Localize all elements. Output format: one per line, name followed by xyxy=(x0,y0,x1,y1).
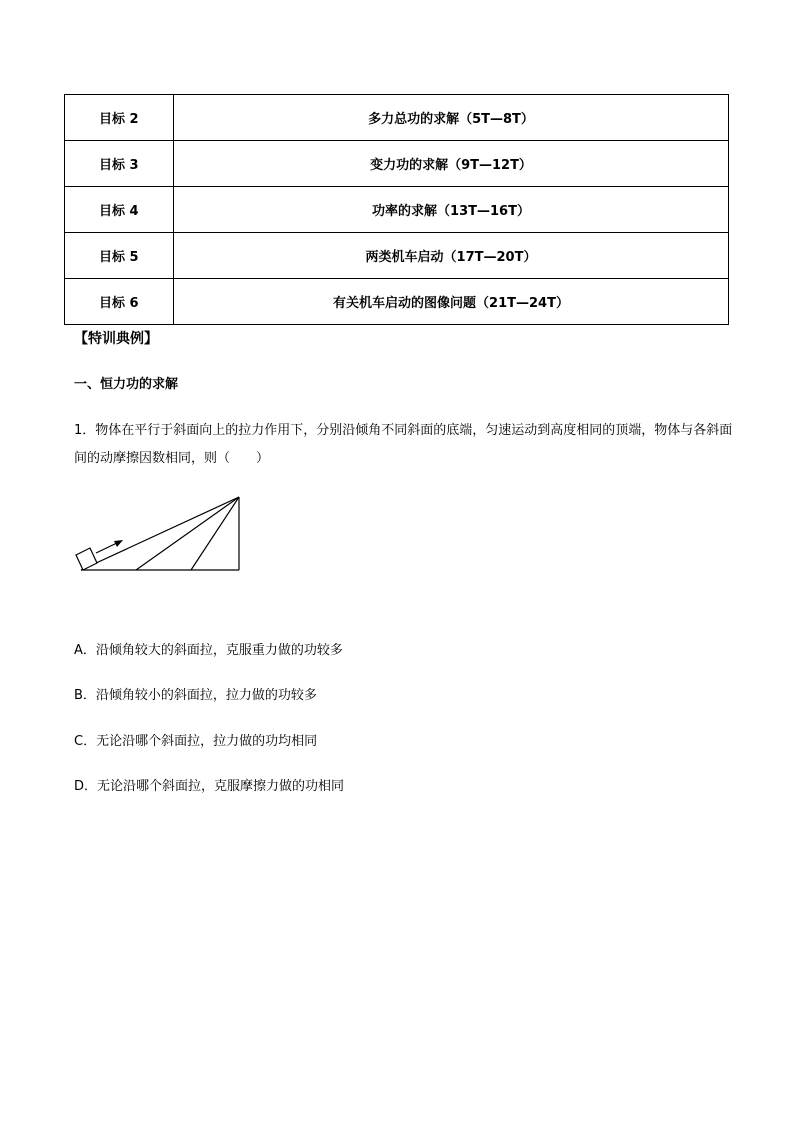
subsection-heading: 一、恒力功的求解 xyxy=(74,377,179,392)
target-table xyxy=(64,94,729,325)
target-label: 目标 6 xyxy=(65,279,174,325)
section-heading: 【特训典例】 xyxy=(74,331,158,347)
option-a: A．沿倾角较大的斜面拉，克服重力做的功较多 xyxy=(74,643,343,658)
table-row xyxy=(65,233,729,279)
incline-medium xyxy=(136,497,239,570)
question-text: 1．物体在平行于斜面向上的拉力作用下，分别沿倾角不同斜面的底端，匀速运动到高度相同的顶端，物体与各斜面间的动摩擦因数相同，则（ ） xyxy=(74,423,733,466)
table-row xyxy=(65,187,729,233)
target-label: 目标 3 xyxy=(65,141,174,187)
incline-diagram xyxy=(74,494,244,576)
option-c: C．无论沿哪个斜面拉，拉力做的功均相同 xyxy=(74,734,318,749)
table-row xyxy=(65,141,729,187)
target-label: 目标 4 xyxy=(65,187,174,233)
table-row xyxy=(65,279,729,325)
target-label: 目标 5 xyxy=(65,233,174,279)
target-content: 多力总功的求解（5T—8T） xyxy=(174,95,729,141)
target-content: 两类机车启动（17T—20T） xyxy=(174,233,729,279)
target-label: 目标 2 xyxy=(65,95,174,141)
target-content: 有关机车启动的图像问题（21T—24T） xyxy=(174,279,729,325)
table-row xyxy=(65,95,729,141)
force-arrow-head xyxy=(114,540,123,547)
target-content: 变力功的求解（9T—12T） xyxy=(174,141,729,187)
option-d: D．无论沿哪个斜面拉，克服摩擦力做的功相同 xyxy=(74,779,345,794)
block xyxy=(76,548,97,570)
option-b: B．沿倾角较小的斜面拉，拉力做的功较多 xyxy=(74,688,317,703)
target-content: 功率的求解（13T—16T） xyxy=(174,187,729,233)
